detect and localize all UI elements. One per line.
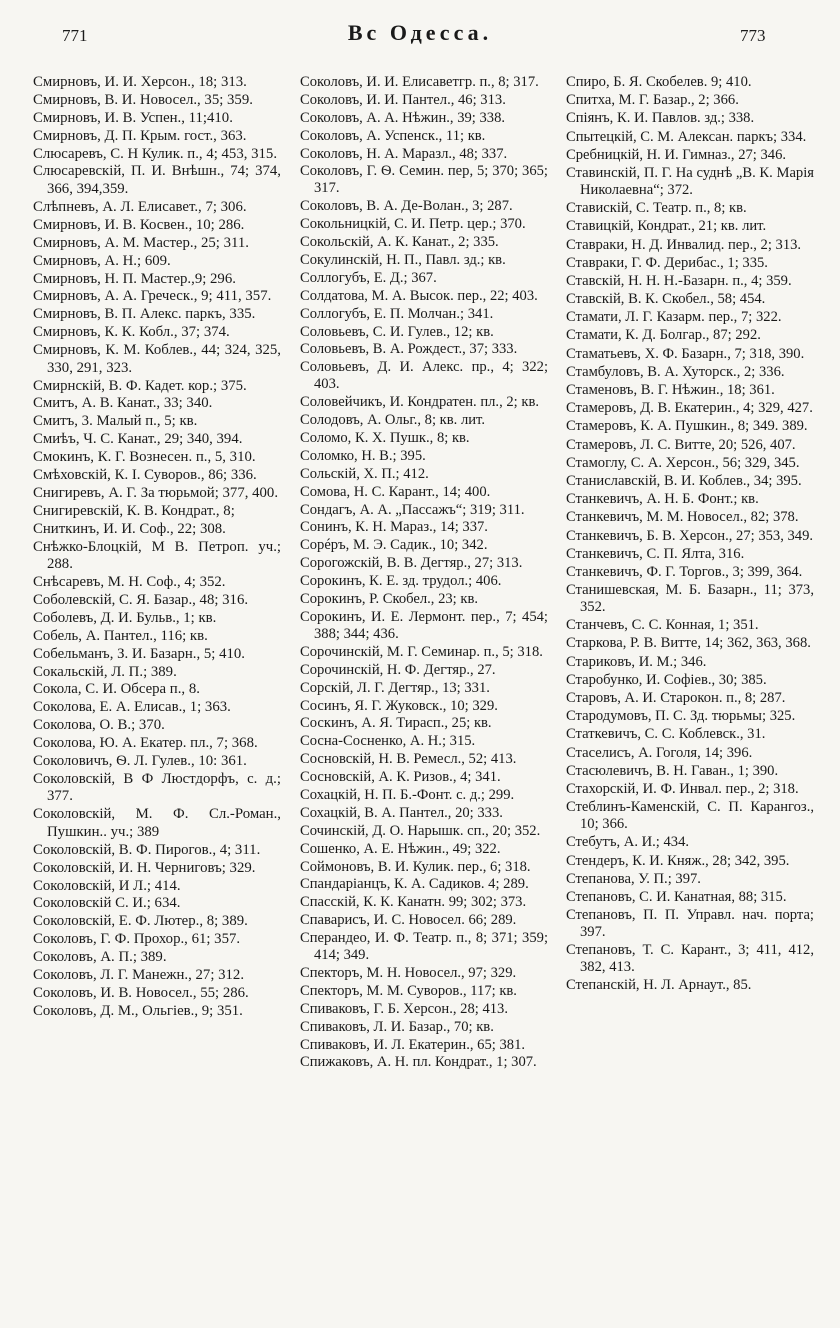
page-number-left: 771 [62,26,88,45]
directory-entry: Станчевъ, С. С. Конная, 1; 351. [566,617,759,634]
directory-entry: Снигиревскій, К. В. Кондрат., 8; [33,502,235,519]
directory-entry: Соколовскій С. И.; 634. [33,895,181,912]
directory-entry: Сокола, С. И. Обсера п., 8. [33,681,200,698]
directory-entry: Соскинъ, А. Я. Тирасп., 25; кв. [300,715,492,732]
directory-column-3 [566,74,814,996]
directory-entry: Смирновъ, А. Н.; 609. [33,252,171,269]
directory-entry: Смѣховскій, К. І. Суворов., 86; 336. [33,467,257,483]
directory-entry: Сосинъ, Я. Г. Жуковск., 10; 329. [300,697,498,714]
directory-entry: Соколовъ, И. В. Новосел., 55; 286. [33,984,249,1001]
directory-entry: Солодовъ, А. Ольг., 8; кв. лит. [300,412,485,429]
directory-entry: Спиваковъ, Л. И. Базар., 70; кв. [300,1018,494,1035]
directory-entry: Спекторъ, М. Н. Новосел., 97; 329. [300,964,517,981]
directory-entry: Соловьевъ, Д. И. Алекс. пр., 4; 322; 403. [300,359,548,393]
directory-entry: Соболевъ, Д. И. Бульв., 1; кв. [33,609,217,626]
directory-entry: Старовъ, А. И. Старокон. п., 8; 287. [566,690,786,706]
directory-entry: Станишевская, М. Б. Базарн., 11; 373, 352. [566,582,814,616]
directory-entry: Старобунко, И. Софіев., 30; 385. [566,671,767,688]
directory-entry: Сосновскій, А. К. Ризов., 4; 341. [300,769,501,786]
directory-entry: Стаматьевъ, Х. Ф. Базарн., 7; 318, 390. [566,345,805,362]
directory-entry: Снѣсаревъ, М. Н. Соф., 4; 352. [33,574,226,591]
directory-entry: Стендеръ, К. И. Княж., 28; 342, 395. [566,852,790,869]
page-header [0,20,840,52]
directory-entry: Смирновъ, В. И. Новосел., 35; 359. [33,91,253,108]
directory-entry: Сочинскій, Д. О. Нарышк. сп., 20; 352. [300,822,541,839]
directory-entry: Степановъ, С. И. Канатная, 88; 315. [566,888,787,905]
directory-entry: Стародумовъ, П. С. Зд. тюрьмы; 325. [566,708,796,725]
directory-entry: Смирновъ, К. М. Коблев., 44; 324, 325, 330, 291, 323. [33,342,281,376]
directory-entry: Соколовъ, Л. Г. Манежн., 27; 312. [33,967,245,984]
directory-entry: Соколовъ, И. И. Елисаветгр. п., 8; 317. [300,74,539,90]
directory-entry: Соловьевъ, С. И. Гулев., 12; кв. [300,323,494,340]
directory-entry: Сокулинскій, Н. П., Павл. зд.; кв. [300,252,506,269]
directory-entry: Смирновъ, В. П. Алекс. паркъ, 335. [33,306,256,323]
directory-entry: Спиваковъ, И. Л. Екатерин., 65; 381. [300,1036,526,1053]
directory-entry: Стамати, К. Д. Болгар., 87; 292. [566,327,761,344]
directory-entry: Ставицкій, Кондрат., 21; кв. лит. [566,218,767,235]
directory-entry: Смирновъ, Д. П. Крым. гост., 363. [33,127,247,144]
directory-entry: Степановъ, П. П. Управл. нач. порта; 397. [566,907,814,941]
directory-entry: Спижаковъ, А. Н. пл. Кондрат., 1; 307. [300,1054,537,1071]
directory-entry: Сокальскій, Л. П.; 389. [33,663,177,680]
directory-entry: Слюсаревъ, С. Н Кулик. п., 4; 453, 315. [33,145,278,162]
directory-entry: Стаселисъ, А. Гоголя, 14; 396. [566,744,753,761]
directory-entry: Сорéръ, М. Э. Садик., 10; 342. [300,537,488,554]
directory-entry: Станкевичъ, Ф. Г. Торгов., 3; 399, 364. [566,563,803,580]
directory-entry: Соколовичъ, Ѳ. Л. Гулев., 10: 361. [33,752,247,769]
directory-entry: Соколовъ, В. А. Де-Волан., 3; 287. [300,198,513,215]
directory-entry: Соймоновъ, В. И. Кулик. пер., 6; 318. [300,858,531,875]
directory-entry: Сокольницкій, С. И. Петр. цер.; 370. [300,216,526,233]
directory-entry: Соколовскій, В. Ф. Пирогов., 4; 311. [33,841,261,858]
directory-entry: Соколовскій, М. Ф. Сл.-Роман., Пушкин.. уч.; 389 [33,806,281,840]
directory-entry: Смирновъ, И. В. Косвен., 10; 286. [33,216,245,233]
directory-entry: Спиваковъ, Г. Б. Херсон., 28; 413. [300,1000,508,1017]
directory-entry: Степанова, У. П.; 397. [566,870,701,887]
directory-entry: Станкевичъ, А. Н. Б. Фонт.; кв. [566,491,759,508]
directory-entry: Стасюлевичъ, В. Н. Гаван., 1; 390. [566,762,779,779]
directory-entry: Ставраки, Н. Д. Инвалид. пер., 2; 313. [566,236,802,253]
directory-entry: Соколовскій, В Ф Люстдорфъ, с. д.; 377. [33,770,281,805]
directory-entry: Сорочинскій, М. Г. Семинар. п., 5; 318. [300,643,543,660]
directory-entry: Сохацкій, В. А. Пантел., 20; 333. [300,804,503,821]
directory-entry: Спасскій, К. К. Канатн. 99; 302; 373. [300,894,527,911]
directory-entry: Сорогожскій, В. В. Дегтяр., 27; 313. [300,555,523,572]
directory-entry: Соловейчикъ, И. Кондратен. пл., 2; кв. [300,394,539,411]
directory-entry: Стамеровъ, К. А. Пушкин., 8; 349. 389. [566,418,808,435]
directory-entry: Сорокинъ, Р. Скобел., 23; кв. [300,591,479,608]
directory-entry: Стамеровъ, Л. С. Витте, 20; 526, 407. [566,436,796,453]
directory-entry: Степанскій, Н. Л. Арнаут., 85. [566,977,752,994]
directory-entry: Спекторъ, М. М. Суворов., 117; кв. [300,982,517,999]
directory-entry: Соколовскій, Е. Ф. Лютер., 8; 389. [33,913,248,930]
directory-entry: Слѣпневъ, А. Л. Елисавет., 7; 306. [33,198,247,215]
directory-entry: Сорскій, Л. Г. Дегтяр., 13; 331. [300,679,490,696]
directory-entry: Сондагъ, А. А. „Пассажъ“; 319; 311. [300,501,525,518]
directory-entry: Смирновъ, И. В. Успен., 11;410. [33,109,233,126]
directory-entry: Смитъ, 3. Малый п., 5; кв. [33,413,198,430]
directory-entry: Соллогубъ, Е. Д.; 367. [300,269,437,286]
directory-entry: Соловьевъ, В. А. Рождест., 37; 333. [300,341,518,358]
directory-entry: Станкевичъ, С. П. Ялта, 316. [566,545,745,562]
directory-entry: Сольскій, Х. П.; 412. [300,465,429,482]
directory-entry: Соломо, К. Х. Пушк., 8; кв. [300,430,470,447]
directory-entry: Сонинъ, К. Н. Мараз., 14; 337. [300,519,488,536]
directory-entry: Солдатова, М. А. Высок. пер., 22; 403. [300,287,538,304]
directory-entry: Станкевичъ, М. М. Новосел., 82; 378. [566,509,799,526]
directory-entry: Сохацкій, Н. П. Б.-Фонт. с. д.; 299. [300,786,515,803]
directory-entry: Соколовъ, А. П.; 389. [33,949,167,966]
directory-entry: Смирновъ, А. А. Греческ., 9; 411, 357. [33,288,272,305]
directory-entry: Старкова, Р. В. Витте, 14; 362, 363, 368. [566,635,811,652]
directory-entry: Спиро, Б. Я. Скобелев. 9; 410. [566,74,752,90]
directory-column-1 [33,74,281,1021]
directory-entry: Стамбуловъ, В. А. Хуторск., 2; 336. [566,363,785,380]
directory-entry: Соколовскій, И. Н. Черниговъ; 329. [33,859,256,876]
directory-entry: Стамати, Л. Г. Казарм. пер., 7; 322. [566,309,782,326]
directory-entry: Смирнскій, В. Ф. Кадет. кор.; 375. [33,377,247,394]
directory-entry: Соколова, Ю. А. Екатер. пл., 7; 368. [33,735,258,752]
directory-entry: Смирновъ, Н. П. Мастер.,9; 296. [33,270,236,287]
directory-entry: Сребницкій, Н. И. Гимназ., 27; 346. [566,146,787,163]
directory-entry: Сорокинъ, И. Е. Лермонт. пер., 7; 454; 388; 344; 436. [300,608,548,642]
directory-entry: Ставскій, В. К. Скобел., 58; 454. [566,291,766,308]
directory-entry: Сниткинъ, И. И. Соф., 22; 308. [33,520,226,537]
directory-entry: Слюсаревскій, П. И. Внѣшн., 74; 374, 366, 394,359. [33,163,281,198]
directory-entry: Сосна-Сосненко, А. Н.; 315. [300,733,476,750]
directory-entry: Стеблинъ-Каменскій, С. П. Карангоз., 10; 366. [566,799,814,833]
directory-entry: Соколовъ, Д. М., Ольгіев., 9; 351. [33,1002,243,1019]
directory-entry: Соколовъ, Н. А. Маразл., 48; 337. [300,145,508,162]
directory-entry: Ставинскій, П. Г. На суднѣ „В. К. Марія Николаевна“; 372. [566,164,814,198]
directory-entry: Соколовъ, А. А. Нѣжин., 39; 338. [300,109,506,126]
directory-entry: Смокинъ, К. Г. Вознесен. п., 5, 310. [33,449,256,466]
directory-entry: Стаменовъ, В. Г. Нѣжин., 18; 361. [566,382,775,398]
directory-entry: Стамеровъ, Д. В. Екатерин., 4; 329, 427. [566,400,813,417]
directory-entry: Сомова, Н. С. Карант., 14; 400. [300,483,491,500]
directory-entry: Сорочинскій, Н. Ф. Дегтяр., 27. [300,661,496,678]
directory-entry: Сокольскій, А. К. Канат., 2; 335. [300,234,499,251]
directory-entry: Собель, А. Пантел., 116; кв. [33,627,208,644]
directory-entry: Спаварисъ, И. С. Новосел. 66; 289. [300,912,517,929]
directory-entry: Станиславскій, В. И. Коблев., 34; 395. [566,472,802,489]
directory-entry: Стахорскій, И. Ф. Инвал. пер., 2; 318. [566,780,799,797]
directory-entry: Соколова, Е. А. Елисав., 1; 363. [33,699,231,716]
directory-entry: Соколова, О. В.; 370. [33,717,165,734]
directory-entry: Ставраки, Г. Ф. Дерибас., 1; 335. [566,254,768,271]
directory-entry: Сошенко, А. Е. Нѣжин., 49; 322. [300,840,501,857]
directory-entry: Стебутъ, А. И.; 434. [566,834,690,851]
directory-entry: Смитъ, А. В. Канат., 33; 340. [33,395,213,412]
directory-entry: Сорокинъ, К. Е. зд. трудол.; 406. [300,573,502,590]
directory-entry: Смирновъ, И. И. Херсон., 18; 313. [33,74,247,90]
directory-column-2 [300,74,548,1072]
directory-entry: Статкевичъ, С. С. Коблевск., 31. [566,726,766,743]
directory-entry: Соколовскій, И Л.; 414. [33,877,181,894]
directory-entry: Сосновскій, Н. В. Ремесл., 52; 413. [300,751,517,768]
directory-entry: Соломко, Н. В.; 395. [300,447,426,464]
directory-entry: Снигиревъ, А. Г. За тюрьмой; 377, 400. [33,484,279,501]
directory-entry: Стариковъ, И. М.; 346. [566,653,707,670]
directory-entry: Соколовъ, Г. Ф. Прохор., 61; 357. [33,931,241,948]
directory-entry: Спіянъ, К. И. Павлов. зд.; 338. [566,110,755,127]
directory-entry: Соколовъ, И. И. Пантел., 46; 313. [300,91,506,108]
directory-entry: Смирновъ, К. К. Кобл., 37; 374. [33,324,230,341]
directory-entry: Смирновъ, А. М. Мастер., 25; 311. [33,234,249,251]
directory-entry: Станкевичъ, Б. В. Херсон., 27; 353, 349. [566,527,814,544]
directory-entry: Спитха, М. Г. Базар., 2; 366. [566,92,739,109]
directory-entry: Соколовъ, Г. Ѳ. Семин. пер, 5; 370; 365; 317. [300,163,548,197]
directory-entry: Спандаріанцъ, К. А. Садиков. 4; 289. [300,876,529,893]
directory-entry: Соболевскій, С. Я. Базар., 48; 316. [33,591,249,608]
page-number-right: 773 [740,26,766,45]
directory-entry: Смиѣъ, Ч. С. Канат., 29; 340, 394. [33,431,243,448]
directory-entry: Сперандео, И. Ф. Театр. п., 8; 371; 359; 414; 349. [300,930,548,964]
directory-entry: Соллогубъ, Е. П. Молчан.; 341. [300,305,494,322]
directory-entry: Стамоглу, С. А. Херсон., 56; 329, 345. [566,454,800,471]
directory-entry: Ставискій, С. Театр. п., 8; кв. [566,200,747,217]
directory-entry: Степановъ, Т. С. Карант., 3; 411, 412, 382, 413. [566,942,814,976]
directory-entry: Ставскій, Н. Н. Н.-Базарн. п., 4; 359. [566,272,792,289]
directory-entry: Соколовъ, А. Успенск., 11; кв. [300,127,486,144]
directory-entry: Спытецкій, С. М. Алексан. паркъ; 334. [566,128,807,145]
running-title: Вс Одесса. [347,20,493,45]
directory-entry: Собельманъ, З. И. Базарн., 5; 410. [33,645,245,662]
directory-entry: Снѣжко-Блоцкій, М В. Петроп. уч.; 288. [33,538,281,573]
